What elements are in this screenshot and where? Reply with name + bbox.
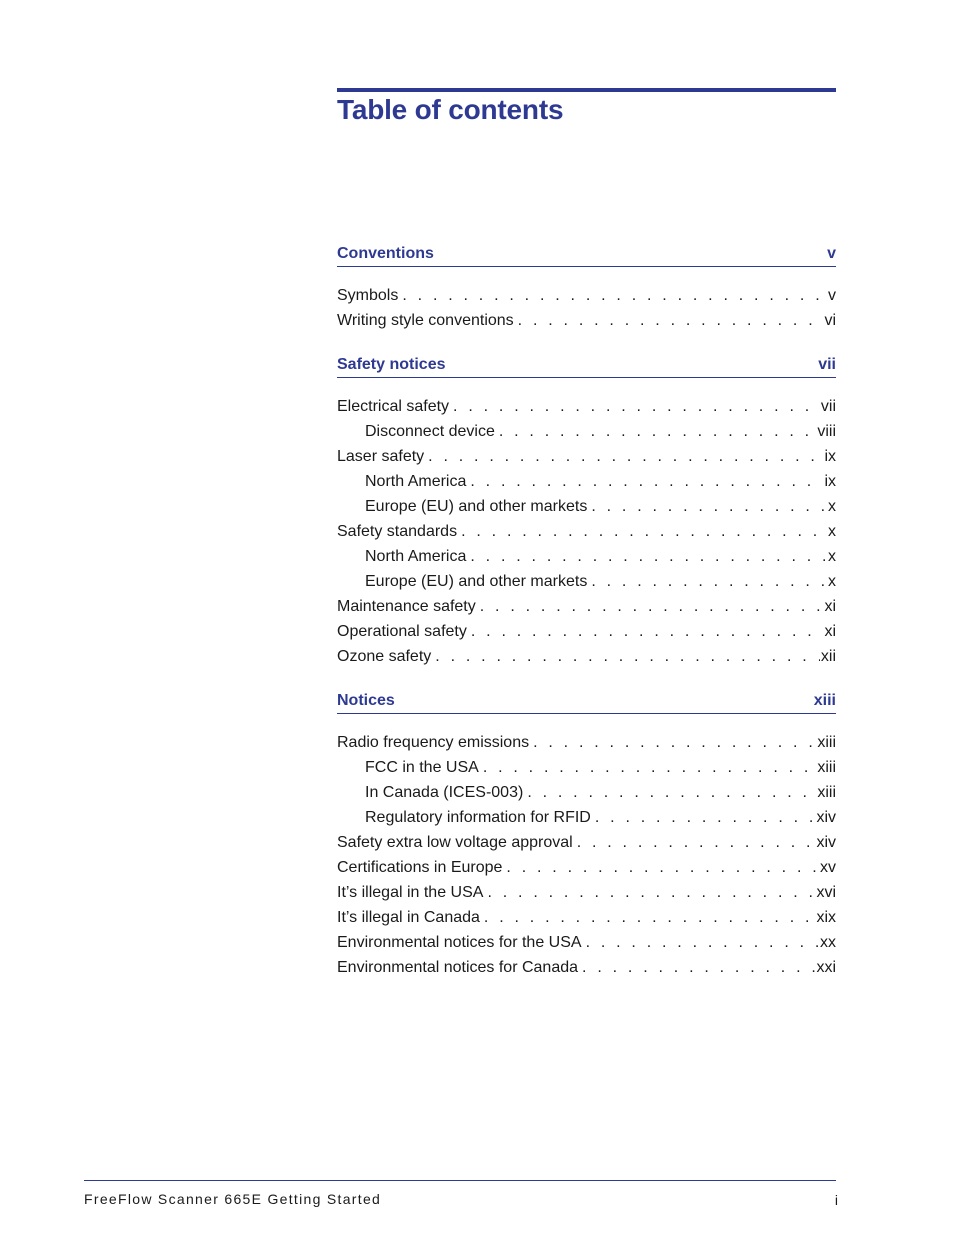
toc-entry[interactable] — [337, 730, 836, 755]
toc-entry[interactable] — [337, 308, 836, 333]
toc-entry-page: xi — [824, 623, 836, 640]
toc-entry-label: In Canada (ICES-003) — [365, 784, 524, 801]
title-rule — [337, 88, 836, 92]
toc-entry-page: viii — [817, 423, 836, 440]
toc-subentry[interactable] — [337, 419, 836, 444]
toc-entry[interactable] — [337, 955, 836, 980]
dot-leader — [470, 544, 827, 569]
toc-subentry[interactable] — [337, 569, 836, 594]
toc-section-heading-label: Notices — [337, 692, 395, 709]
toc-section-heading-label: Safety notices — [337, 356, 446, 373]
toc-entry-label: Environmental notices for Canada — [337, 959, 579, 976]
toc-entry-page: x — [828, 573, 836, 590]
footer-rule — [84, 1180, 836, 1181]
toc-entry-page: xiii — [817, 759, 836, 776]
dot-leader — [595, 805, 816, 830]
toc-entry[interactable] — [337, 619, 836, 644]
toc-entry-page: xx — [820, 934, 836, 951]
toc-entry-label: Safety extra low voltage approval — [337, 834, 573, 851]
dot-leader — [484, 905, 816, 930]
toc-entry-page: xvi — [816, 884, 836, 901]
toc-entry-page: vii — [820, 398, 836, 415]
toc-section-heading[interactable] — [337, 353, 836, 378]
dot-leader — [435, 644, 820, 669]
dot-leader — [470, 469, 823, 494]
dot-leader — [518, 308, 824, 333]
toc-section-heading-page: vii — [818, 356, 836, 373]
toc-entry-list — [337, 283, 836, 333]
toc-entry-page: v — [828, 287, 836, 304]
dot-leader — [428, 444, 823, 469]
toc-entry-label: FCC in the USA — [365, 759, 479, 776]
dot-leader — [487, 880, 815, 905]
toc-entry-label: Certifications in Europe — [337, 859, 503, 876]
toc-entry[interactable] — [337, 855, 836, 880]
toc-entry-page: xiv — [816, 834, 836, 851]
dot-leader — [591, 569, 827, 594]
table-of-contents — [337, 242, 836, 1000]
toc-entry[interactable] — [337, 283, 836, 308]
toc-subentry[interactable] — [337, 780, 836, 805]
toc-subentry[interactable] — [337, 755, 836, 780]
toc-entry-page: xxi — [816, 959, 836, 976]
dot-leader — [453, 394, 820, 419]
toc-entry[interactable] — [337, 830, 836, 855]
toc-entry-label: Symbols — [337, 287, 399, 304]
toc-entry-label: North America — [365, 473, 467, 490]
toc-entry-label: Laser safety — [337, 448, 425, 465]
toc-entry-page: xiv — [816, 809, 836, 826]
toc-entry-label: Regulatory information for RFID — [365, 809, 591, 826]
toc-entry[interactable] — [337, 905, 836, 930]
dot-leader — [461, 519, 827, 544]
toc-entry-label: Europe (EU) and other markets — [365, 498, 588, 515]
toc-entry[interactable] — [337, 880, 836, 905]
dot-leader — [582, 955, 815, 980]
toc-subentry[interactable] — [337, 494, 836, 519]
toc-entry-label: Disconnect device — [365, 423, 495, 440]
toc-entry-label: North America — [365, 548, 467, 565]
dot-leader — [480, 594, 824, 619]
toc-subentry[interactable] — [337, 469, 836, 494]
dot-leader — [483, 755, 817, 780]
toc-subentry[interactable] — [337, 805, 836, 830]
dot-leader — [527, 780, 816, 805]
toc-entry-page: xiii — [817, 734, 836, 751]
toc-section-heading-page: xiii — [813, 692, 836, 709]
toc-subentry[interactable] — [337, 544, 836, 569]
toc-section-heading[interactable] — [337, 689, 836, 714]
dot-leader — [402, 283, 827, 308]
toc-entry-page: ix — [824, 448, 836, 465]
toc-entry-page: xi — [824, 598, 836, 615]
toc-section — [337, 353, 836, 669]
toc-entry-list — [337, 394, 836, 669]
toc-entry-label: It’s illegal in the USA — [337, 884, 484, 901]
toc-entry-page: xii — [820, 648, 836, 665]
dot-leader — [471, 619, 824, 644]
toc-entry-page: vi — [824, 312, 836, 329]
toc-entry-label: Radio frequency emissions — [337, 734, 530, 751]
toc-entry-page: xix — [816, 909, 836, 926]
toc-section — [337, 689, 836, 980]
toc-entry[interactable] — [337, 594, 836, 619]
page-title: Table of contents — [337, 94, 564, 125]
toc-entry-page: x — [828, 523, 836, 540]
toc-entry-page: x — [828, 498, 836, 515]
toc-entry-label: Operational safety — [337, 623, 467, 640]
dot-leader — [591, 494, 827, 519]
toc-entry[interactable] — [337, 394, 836, 419]
toc-section-heading-label: Conventions — [337, 245, 434, 262]
toc-section-heading[interactable] — [337, 242, 836, 267]
toc-entry-label: Electrical safety — [337, 398, 450, 415]
toc-section — [337, 242, 836, 333]
dot-leader — [577, 830, 816, 855]
toc-entry-page: ix — [824, 473, 836, 490]
toc-entry[interactable] — [337, 930, 836, 955]
toc-entry-label: Maintenance safety — [337, 598, 476, 615]
toc-entry-page: xiii — [817, 784, 836, 801]
toc-section-heading-page: v — [827, 245, 836, 262]
dot-leader — [586, 930, 819, 955]
dot-leader — [499, 419, 816, 444]
toc-entry-label: Safety standards — [337, 523, 458, 540]
toc-entry-label: Writing style conventions — [337, 312, 514, 329]
footer-page-number: i — [834, 1192, 838, 1208]
toc-entry[interactable] — [337, 444, 836, 469]
dot-leader — [506, 855, 819, 880]
toc-entry-label: Environmental notices for the USA — [337, 934, 582, 951]
toc-entry-page: xv — [820, 859, 836, 876]
toc-entry-page: x — [828, 548, 836, 565]
toc-entry[interactable] — [337, 519, 836, 544]
toc-entry-label: Ozone safety — [337, 648, 432, 665]
footer-document-title: FreeFlow Scanner 665E Getting Started — [84, 1191, 382, 1207]
toc-entry-label: It’s illegal in Canada — [337, 909, 480, 926]
toc-entry-list — [337, 730, 836, 980]
dot-leader — [533, 730, 816, 755]
toc-entry[interactable] — [337, 644, 836, 669]
toc-entry-label: Europe (EU) and other markets — [365, 573, 588, 590]
